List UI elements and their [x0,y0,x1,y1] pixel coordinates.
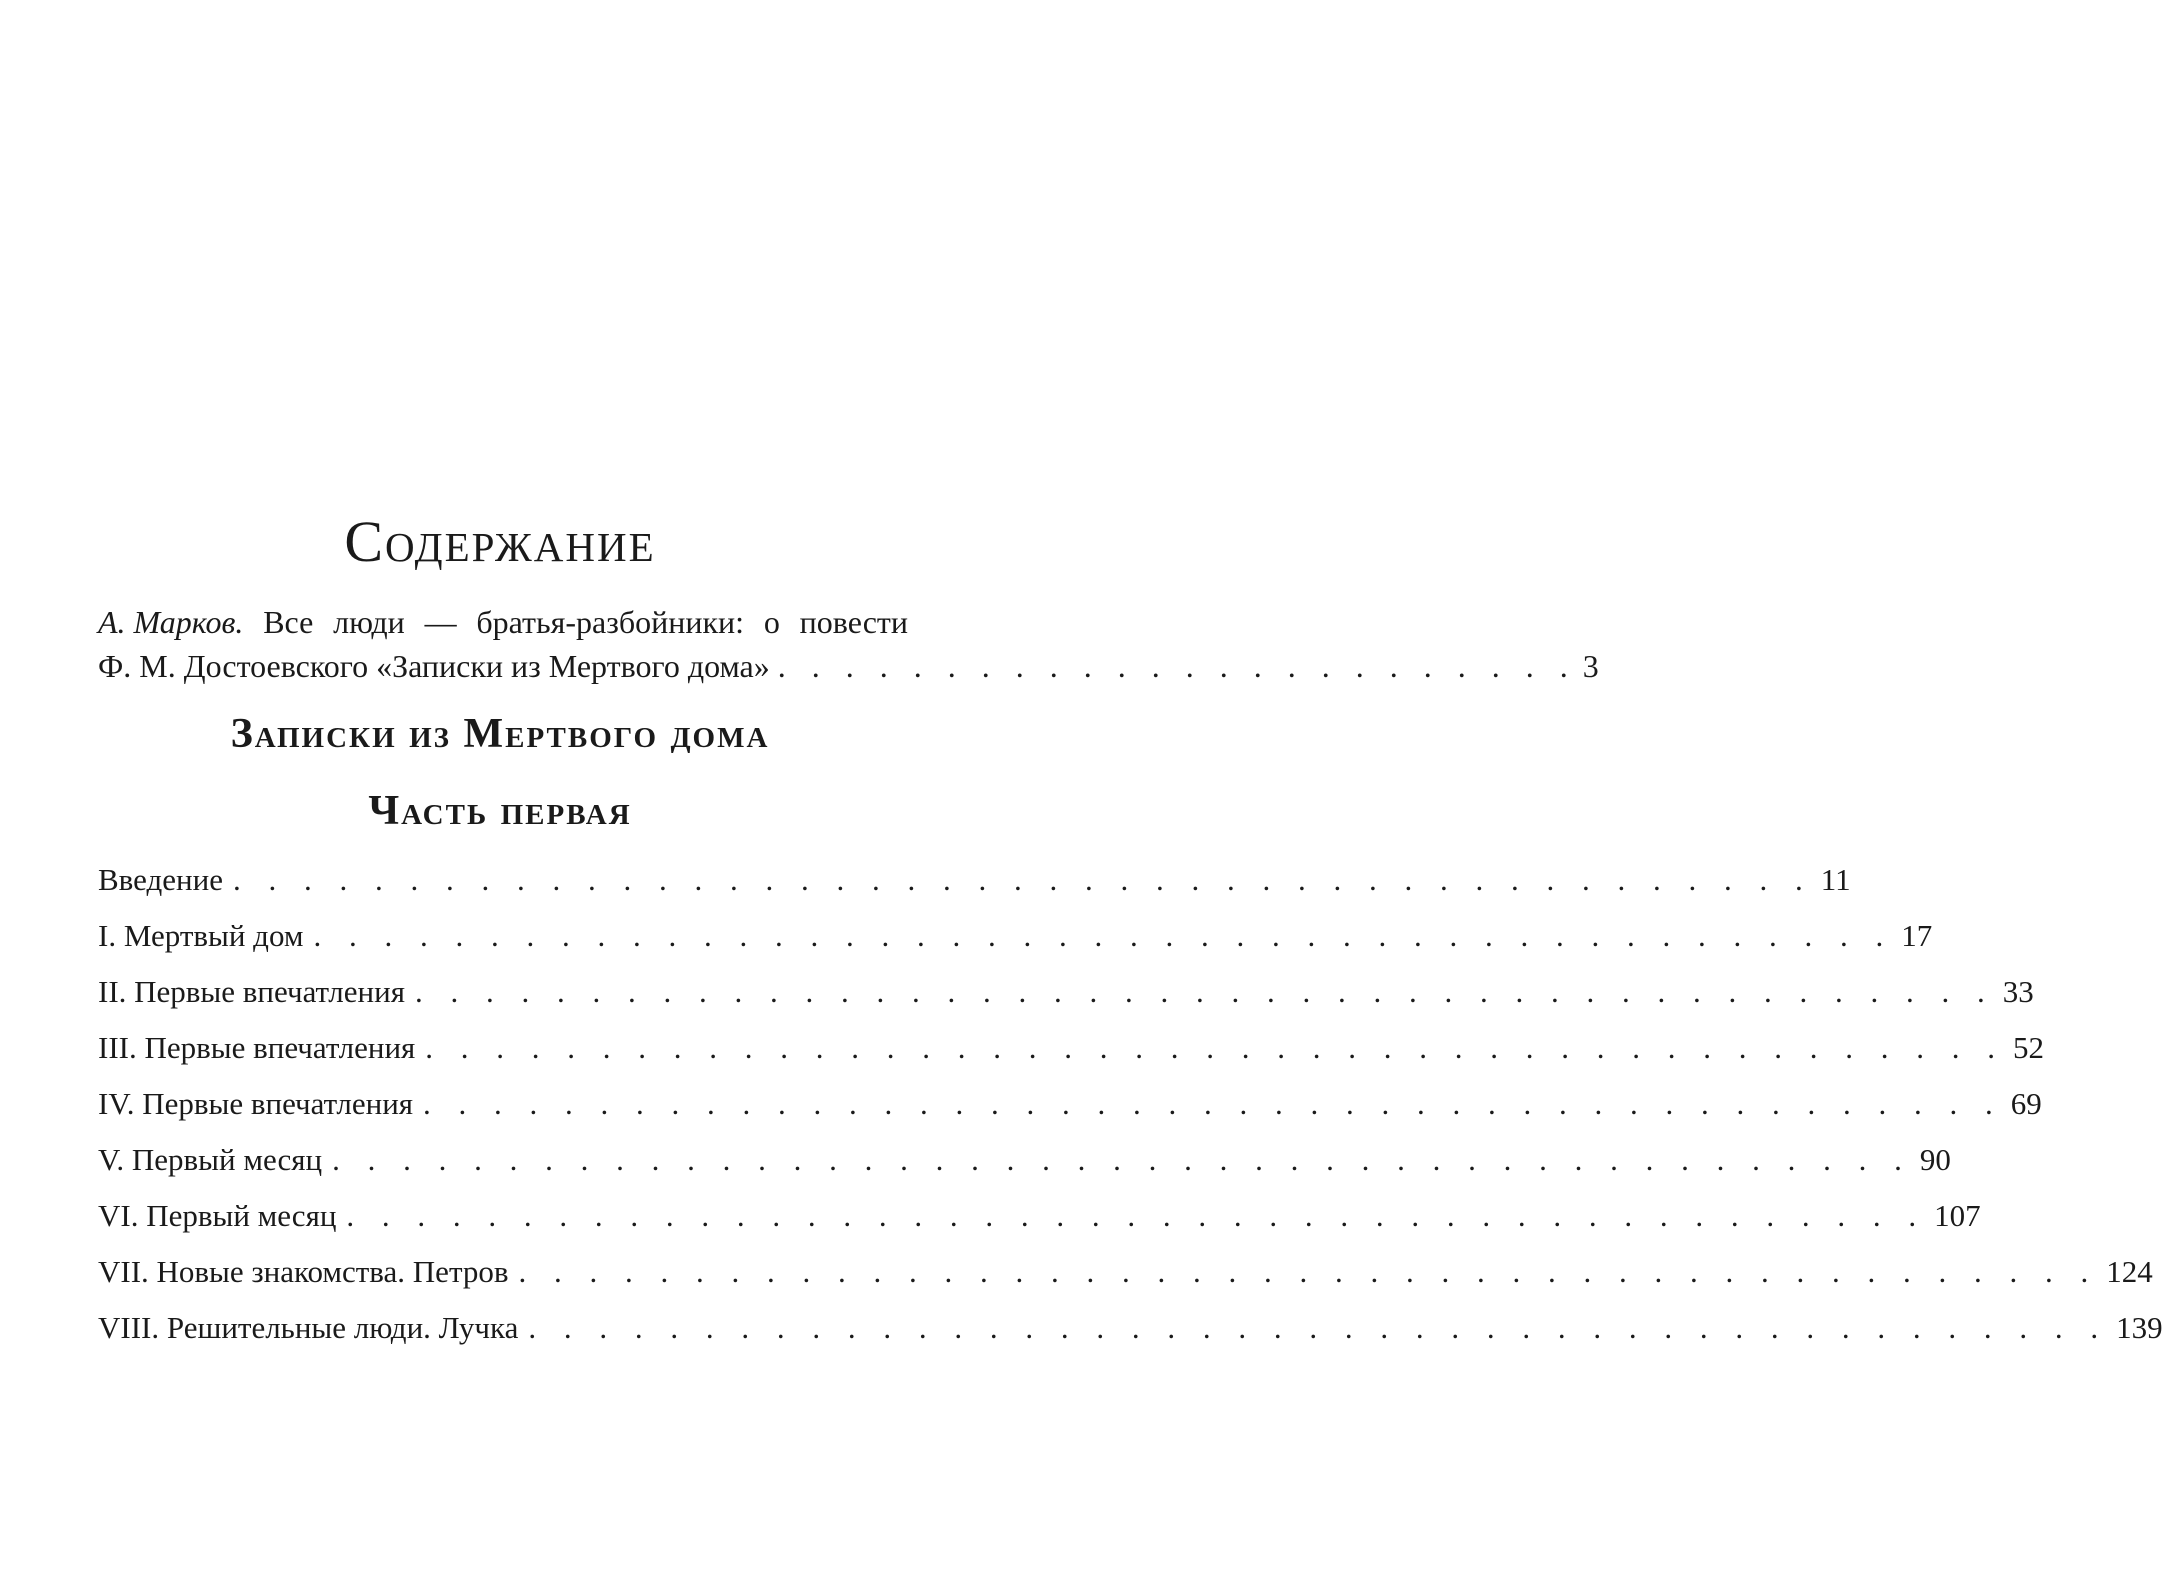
dot-leader: . . . . . . . . . . . . . . . . . . . . . . . . . . . . . . . . . . . . . . . . . . . . . [346,1198,1927,1233]
intro-line-1 [98,600,908,644]
intro-page-number: 3 [1582,648,1599,684]
entry-page-number: 17 [1901,918,1933,953]
entry-label: III. Первые впечатления [98,1030,416,1065]
dot-leader: . . . . . . . . . . . . . . . . . . . . . . . . . . . . . . . . . . . . . . . . . . . . . [423,1086,2003,1121]
entry-label: VII. Новые знакомства. Петров [98,1254,509,1289]
toc-entry [98,1020,2045,1076]
intro-line-2 [98,644,1599,688]
dot-leader: . . . . . . . . . . . . . . . . . . . . . . . . . . . . . . . . . . . . . . . . . . . . . [313,918,1894,953]
entry-page-number: 52 [2013,1030,2045,1065]
dot-leader: . . . . . . . . . . . . . . . . . . . . . . . . . . . . . . . . . . . . . . . . . . . . . [232,862,1813,897]
intro-word: — [424,604,457,640]
intro-entry [98,600,1599,688]
entry-label: V. Первый месяц [98,1142,323,1177]
toc-entry [98,964,2034,1020]
toc-entry [98,1132,1951,1188]
entry-label: II. Первые впечатления [98,974,405,1009]
entry-page-number: 69 [2010,1086,2042,1121]
entry-label: I. Мертвый дом [98,918,304,953]
toc-entry [98,1188,1981,1244]
entry-label: VI. Первый месяц [98,1198,337,1233]
entry-label: IV. Первые впечатления [98,1086,414,1121]
intro-word: люди [333,604,405,640]
toc-entry [98,852,1851,908]
entry-page-number: 90 [1919,1142,1951,1177]
intro-word: повести [799,604,908,640]
dot-leader: . . . . . . . . . . . . . . . . . . . . . . . . [777,648,1577,684]
toc-title: Содержание [344,509,656,574]
toc-entries [98,852,2163,1356]
entry-page-number: 139 [2116,1310,2163,1345]
entry-page-number: 107 [1934,1198,1981,1233]
entry-page-number: 124 [2106,1254,2153,1289]
entry-page-number: 11 [1820,862,1851,897]
dot-leader: . . . . . . . . . . . . . . . . . . . . . . . . . . . . . . . . . . . . . . . . . . . . . [332,1142,1912,1177]
work-title: Записки из Мертвого дома [230,711,770,757]
intro-word: братья-разбойники: [476,604,745,640]
intro-word: Все [263,604,314,640]
intro-line-2-text: Ф. М. Достоевского «Записки из Мертвого дома» [98,648,770,684]
dot-leader: . . . . . . . . . . . . . . . . . . . . . . . . . . . . . . . . . . . . . . . . . . . . . [425,1030,2006,1065]
toc-entry [98,1300,2163,1356]
toc-entry [98,1244,2153,1300]
dot-leader: . . . . . . . . . . . . . . . . . . . . . . . . . . . . . . . . . . . . . . . . . . . . . [518,1254,2099,1289]
entry-label: VIII. Решительные люди. Лучка [98,1310,519,1345]
intro-word: о [763,604,780,640]
dot-leader: . . . . . . . . . . . . . . . . . . . . . . . . . . . . . . . . . . . . . . . . . . . . . [528,1310,2109,1345]
dot-leader: . . . . . . . . . . . . . . . . . . . . . . . . . . . . . . . . . . . . . . . . . . . . . [414,974,1995,1009]
toc-entry [98,1076,2042,1132]
part-title: Часть первая [368,788,632,834]
entry-label: Введение [98,862,223,897]
entry-page-number: 33 [2002,974,2034,1009]
intro-author: А. Марков. [98,604,244,640]
toc-entry [98,908,1933,964]
